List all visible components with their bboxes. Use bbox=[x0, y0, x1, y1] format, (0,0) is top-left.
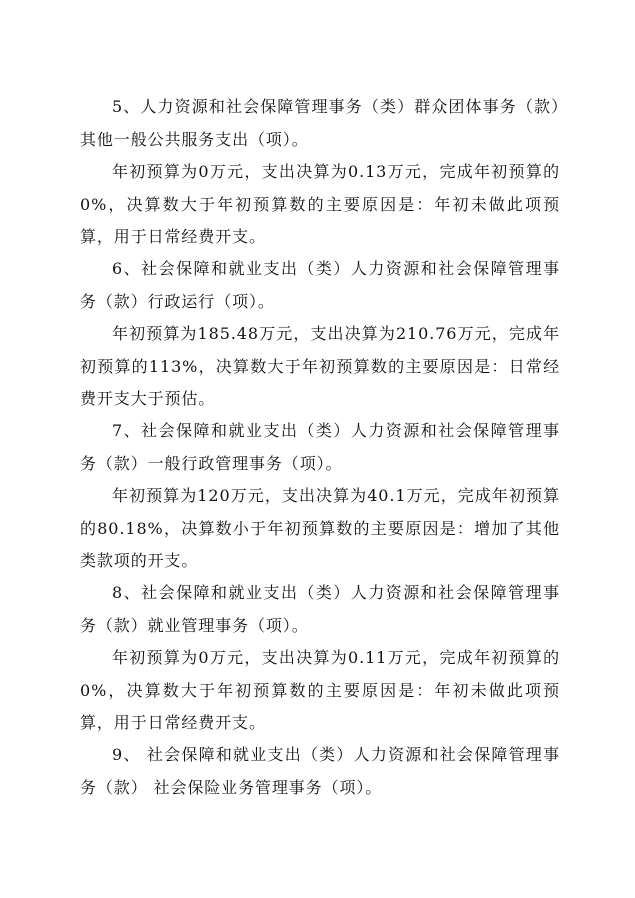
item-7-heading: 7、社会保障和就业支出（类）人力资源和社会保障管理事务（款）一般行政管理事务（项）。 bbox=[80, 421, 560, 473]
item-5-description: 年初预算为0万元，支出决算为0.13万元，完成年初预算的0%，决算数大于年初预算数的主要原因是：年初未做此项预算，用于日常经费开支。 bbox=[80, 162, 560, 246]
item-9-heading: 9、 社会保障和就业支出（类）人力资源和社会保障管理事务（款） 社会保险业务管理事务（项）。 bbox=[80, 745, 560, 797]
item-5-heading: 5、人力资源和社会保障管理事务（类）群众团体事务（款）其他一般公共服务支出（项）。 bbox=[80, 97, 560, 149]
item-6-heading: 6、社会保障和就业支出（类）人力资源和社会保障管理事务（款）行政运行（项）。 bbox=[80, 259, 560, 311]
item-8-heading: 8、社会保障和就业支出（类）人力资源和社会保障管理事务（款）就业管理事务（项）。 bbox=[80, 583, 560, 635]
item-7-description: 年初预算为120万元，支出决算为40.1万元，完成年初预算的80.18%，决算数小于年初预算数的主要原因是：增加了其他类款项的开支。 bbox=[80, 486, 560, 570]
item-6-description: 年初预算为185.48万元，支出决算为210.76万元，完成年初预算的113%，决算数大于年初预算数的主要原因是：日常经费开支大于预估。 bbox=[80, 324, 560, 408]
item-8-description: 年初预算为0万元，支出决算为0.11万元，完成年初预算的0%，决算数大于年初预算数的主要原因是：年初未做此项预算，用于日常经费开支。 bbox=[80, 648, 560, 732]
